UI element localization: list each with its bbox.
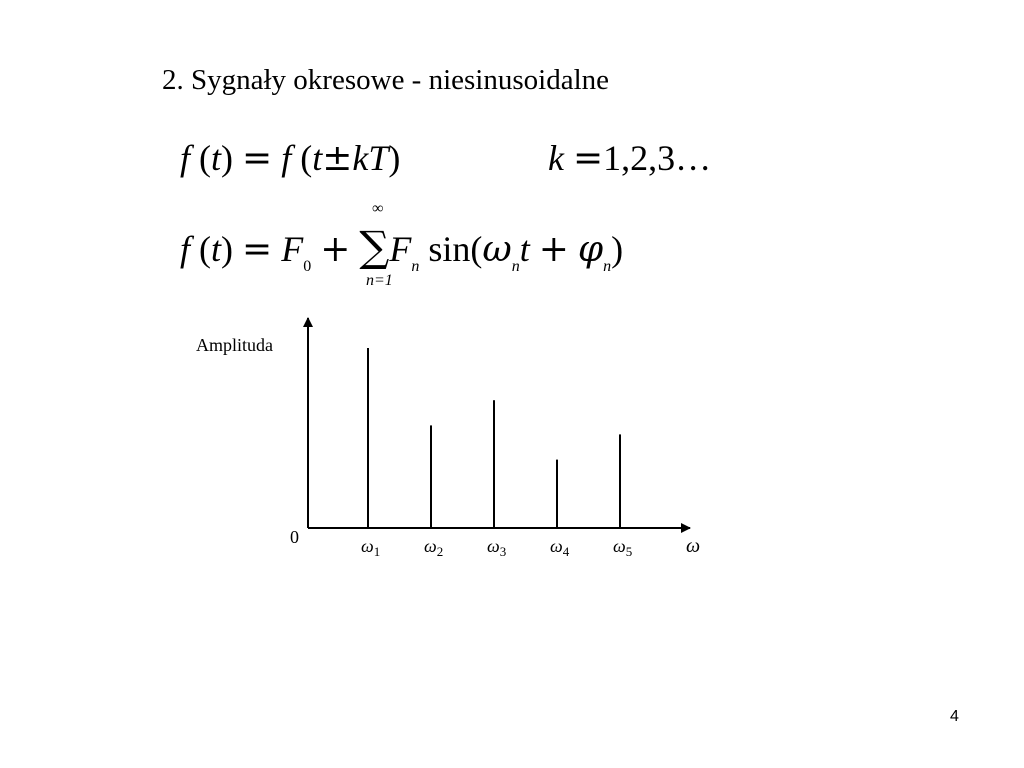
eq1-t-right: t	[312, 138, 323, 178]
page-number: 4	[950, 708, 959, 725]
eq2-F0-subscript: 0	[303, 258, 312, 275]
eq2-phi-subscript: n	[603, 258, 612, 275]
x-tick-label-omega-4: $\omega_4$	[550, 536, 570, 559]
x-tick-label-omega-3: $\omega_3$	[487, 536, 507, 559]
eq2-equals: =	[242, 229, 273, 270]
eq2-t: t	[211, 229, 222, 269]
eq2-Fn-subscript: n	[411, 258, 420, 275]
eq2-plus-2: +	[538, 229, 569, 270]
periodicity-equation: f (t) = f (t±kT)	[180, 138, 401, 179]
x-axis-label: ω	[686, 535, 701, 557]
x-tick-label-omega-5: $\omega_5$	[613, 536, 633, 559]
eq1-plus-minus: ±	[322, 138, 353, 179]
eq2-Fn: F	[389, 229, 412, 269]
eq1-f-left: f	[180, 138, 191, 178]
eq2-phi: φ	[577, 229, 604, 270]
x-tick-label-omega-1: $\omega_1$	[361, 536, 381, 559]
eq1-t-left: t	[211, 138, 222, 178]
eq1b-equals: =	[572, 138, 604, 179]
origin-label: 0	[290, 527, 299, 547]
eq1-k: k	[352, 138, 369, 178]
eq1-T: T	[368, 138, 389, 178]
eq2-sin: sin	[428, 229, 471, 269]
eq2-f: f	[180, 229, 191, 269]
eq1-f-right: f	[281, 138, 292, 178]
fourier-series-equation: f $(t) = F_0 + \sum F_n$ $\sin(\omega_nt + \varphi_n)$	[180, 222, 624, 275]
x-tick-label-omega-2: $\omega_2$	[424, 536, 444, 559]
eq2-omega-subscript: n	[511, 258, 520, 275]
sum-upper-limit: ∞	[372, 200, 384, 217]
eq2-plus-1: +	[320, 229, 351, 270]
sum-lower-limit: n=1	[366, 272, 393, 289]
y-axis-label: Amplituda	[196, 335, 273, 355]
eq2-omega: ω	[482, 229, 512, 270]
eq1-equals: =	[242, 138, 273, 179]
sum-icon: ∑	[359, 222, 390, 271]
eq2-t-inner: t	[519, 229, 530, 269]
eq2-F0: F	[281, 229, 304, 269]
slide-title: 2. Sygnały okresowe - niesinusoidalne	[162, 64, 610, 96]
eq1b-values: 1,2,3…	[603, 138, 712, 178]
eq1b-k: k	[548, 138, 564, 178]
